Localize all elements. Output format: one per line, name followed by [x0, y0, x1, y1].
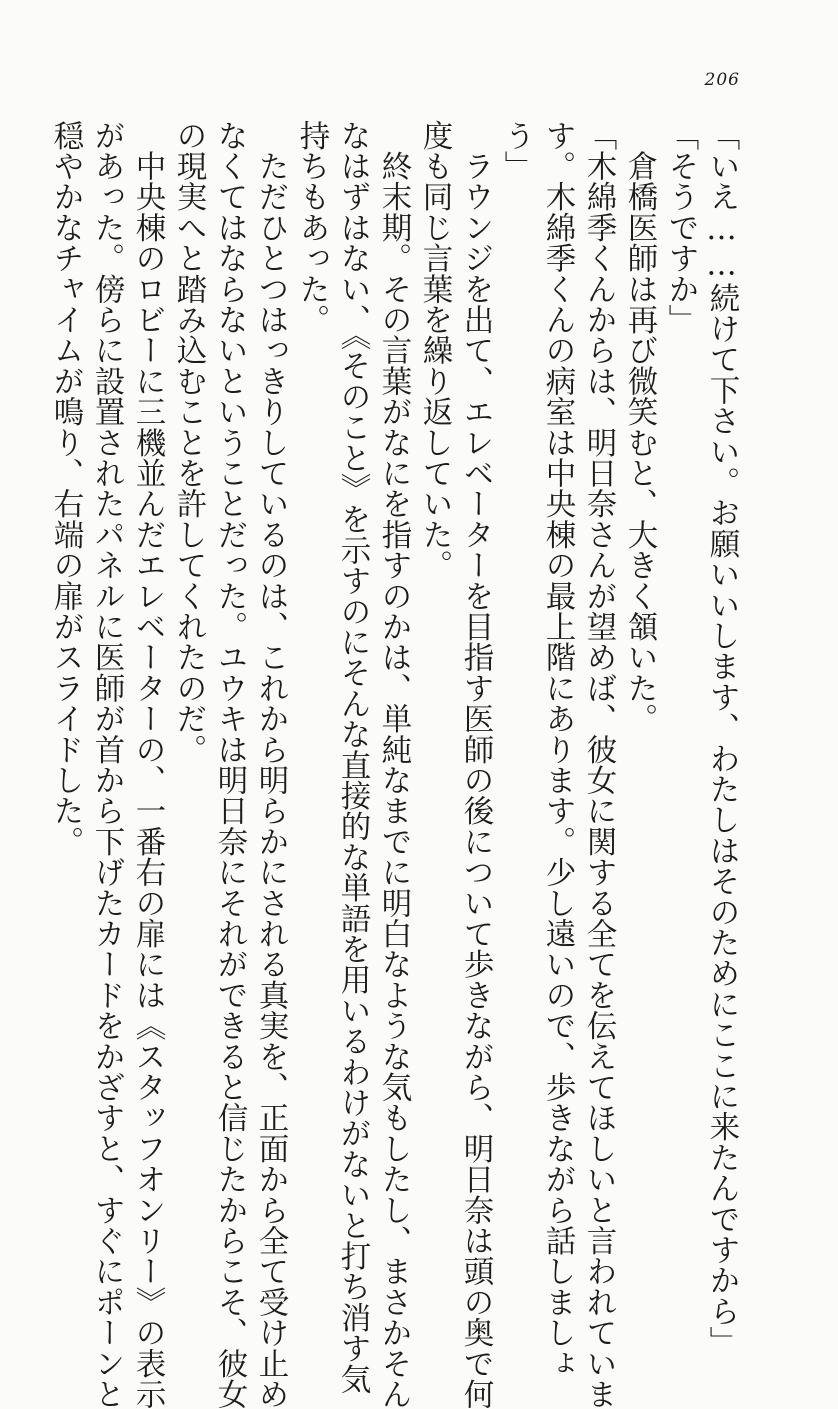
- text-line: 「木綿季くんからは、明日奈さんが望めば、彼女に関する全てを伝えてほしいと言われていま: [581, 120, 616, 1409]
- page-number: 206: [704, 70, 740, 90]
- text-line: なはずはない、《そのこと》を示すのにそんな直接的な単語を用いるわけがないと打ち消す気: [335, 120, 370, 1395]
- text-line: 中央棟のロビーに三機並んだエレベーターの、一番右の扉には《スタッフオンリー》の表示: [130, 120, 165, 1409]
- text-line: 「いえ……続けて下さい。お願いいします、わたしはそのためにここに来たんですから」: [704, 120, 739, 1357]
- text-line: ただひとつはっきりしているのは、これから明らかにされる真実を、正面から全て受け止め: [253, 120, 288, 1409]
- body-text: [45, 120, 742, 1409]
- text-line: う」: [499, 120, 534, 182]
- text-line: の現実へと踏み込むことを許してくれたのだ。: [171, 120, 206, 765]
- text-line: 度も同じ言葉を繰り返していた。: [417, 120, 452, 581]
- text-line: 穏やかなチャイムが鳴り、右端の扉がスライドした。: [48, 120, 83, 857]
- text-line: す。木綿季くんの病室は中央棟の最上階にあります。少し遠いので、歩きながら話しましょ: [540, 120, 575, 1379]
- text-line: 倉橋医師は再び微笑むと、大きく頷いた。: [622, 120, 657, 734]
- text-line: 持ちもあった。: [294, 120, 329, 335]
- text-line: 「そうですか」: [663, 120, 698, 335]
- text-line: ラウンジを出て、エレベーターを目指す医師の後について歩きながら、明日奈は頭の奥で何: [458, 120, 493, 1409]
- text-line: 終末期。その言葉がなにを指すのかは、単純なまでに明白なような気もしたし、まさかそん: [376, 120, 411, 1409]
- text-line: があった。傍らに設置されたパネルに医師が首から下げたカードをかざすと、すぐにポーンと: [89, 120, 124, 1409]
- text-line: なくてはならないということだった。ユウキは明日奈にそれができると信じたからこそ、彼女: [212, 120, 247, 1409]
